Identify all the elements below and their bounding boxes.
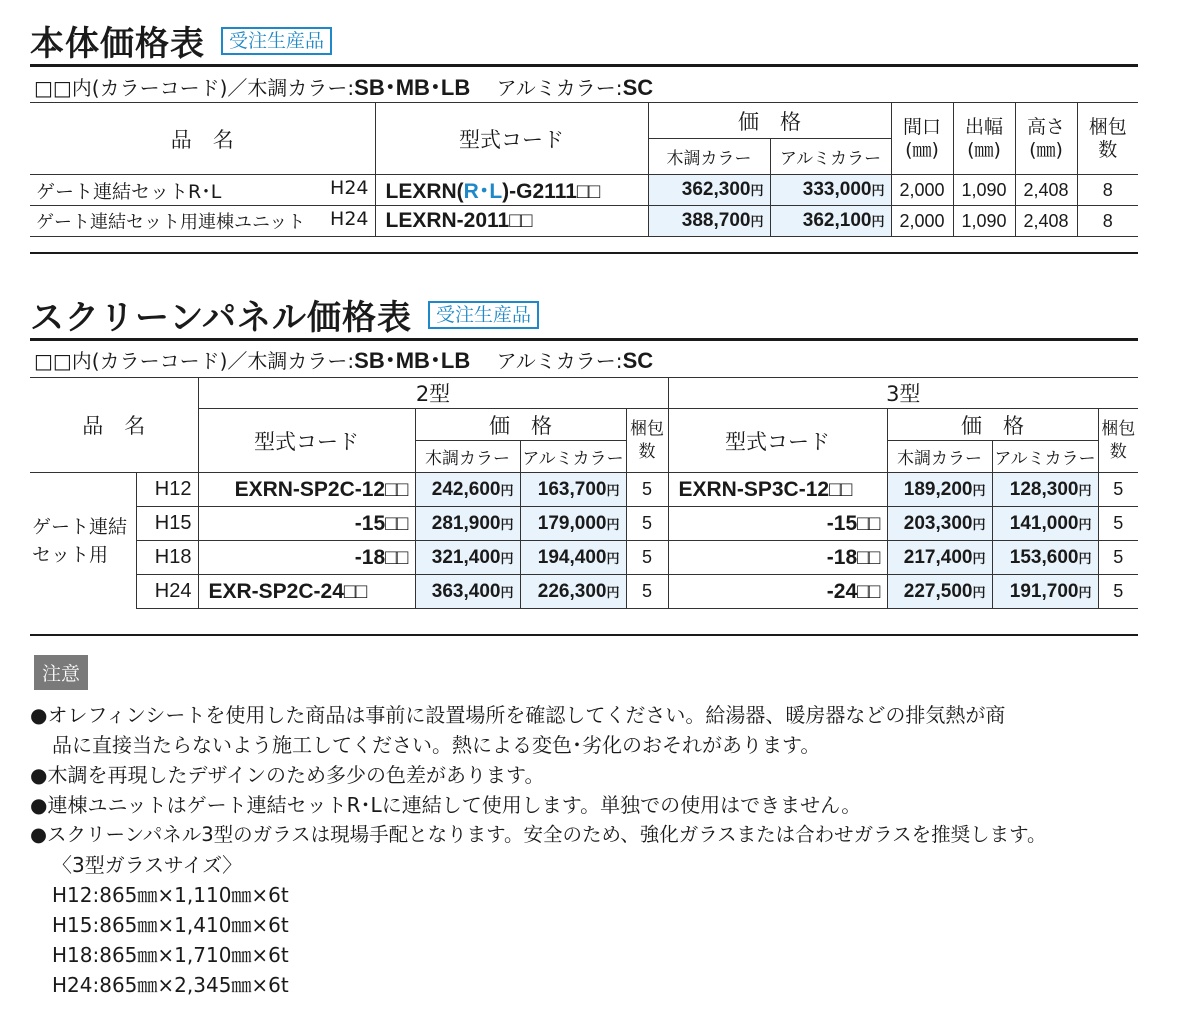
header-height-unit: (㎜)	[1029, 138, 1063, 161]
table-row	[30, 575, 1138, 609]
price-value: 191,700	[1009, 580, 1079, 602]
table-row	[30, 507, 1138, 541]
group-name-line1: ゲート連結	[32, 515, 128, 538]
yen-mark: 円	[500, 516, 514, 532]
note-2: ●木調を再現したデザインのため多少の色差があります。	[30, 763, 545, 787]
product-code	[375, 206, 648, 237]
yen-mark: 円	[1078, 584, 1092, 600]
header-alu: アルミカラー	[770, 139, 891, 175]
price-wood2	[415, 507, 520, 541]
header-depth	[953, 103, 1015, 175]
price-alu3	[992, 541, 1098, 575]
header-type3: 3型	[668, 378, 1138, 409]
code-part: LEXRN(	[385, 180, 464, 203]
header-alu3: アルミカラー	[992, 441, 1098, 473]
pack3-value: 5	[1098, 541, 1138, 575]
alu-color-label: アルミカラー:	[496, 76, 623, 100]
glass-size-h18: H18:865㎜×1,710㎜×6t	[52, 943, 289, 967]
section1-bottom-rule	[30, 252, 1138, 254]
header-wood: 木調カラー	[648, 139, 770, 175]
header-type2: 2型	[198, 378, 668, 409]
price-value: 362,100	[802, 210, 872, 231]
yen-mark: 円	[972, 482, 986, 498]
header-wood2: 木調カラー	[415, 441, 520, 473]
price-alu2	[520, 507, 626, 541]
pack-value: 8	[1077, 175, 1138, 206]
row-height: H12	[136, 473, 198, 507]
price-alu2	[520, 473, 626, 507]
price-alu3	[992, 575, 1098, 609]
pack2-value: 5	[626, 507, 668, 541]
price-wood2	[415, 575, 520, 609]
row-height: H15	[136, 507, 198, 541]
header-height-label: 高さ	[1026, 115, 1065, 138]
header-code: 型式コード	[375, 103, 648, 175]
section1-rule	[30, 64, 1138, 67]
price-value: 189,200	[903, 478, 973, 500]
price-alu2	[520, 575, 626, 609]
glass-size-h12: H12:865㎜×1,110㎜×6t	[52, 883, 289, 907]
product-name-text: ゲート連結セット用連棟ユニット	[36, 212, 306, 233]
group-name	[30, 473, 136, 609]
row-height: H18	[136, 541, 198, 575]
product-code	[375, 175, 648, 206]
color-code-prefix: □□内(カラーコード)／木調カラー:	[34, 76, 355, 100]
glass-size-h15: H15:865㎜×1,410㎜×6t	[52, 913, 289, 937]
color-boxes: □□	[829, 477, 851, 501]
price-wood3	[887, 507, 992, 541]
code-part: -18	[826, 545, 858, 569]
header-depth-unit: (㎜)	[967, 138, 1001, 161]
code2	[198, 575, 415, 609]
height-value: 2,408	[1015, 206, 1077, 237]
yen-mark: 円	[606, 584, 620, 600]
yen-mark: 円	[1078, 516, 1092, 532]
price-value: 321,400	[431, 546, 501, 568]
header-pack-label: 梱包	[630, 418, 664, 439]
header-code3: 型式コード	[668, 409, 887, 473]
header-width-unit: (㎜)	[905, 138, 939, 161]
group-name-line2: セット用	[32, 543, 109, 566]
header-code2: 型式コード	[198, 409, 415, 473]
section2-color-codes	[34, 344, 653, 375]
code-part: LEXRN-2011	[385, 209, 510, 232]
header-pack-label: 梱包	[1101, 418, 1136, 439]
price-wood2	[415, 541, 520, 575]
price-value: 388,700	[681, 210, 751, 231]
depth-value: 1,090	[953, 206, 1015, 237]
header-pack	[1077, 103, 1138, 175]
price-value: 281,900	[431, 512, 501, 534]
screen-panel-price-table	[30, 377, 1138, 609]
yen-mark: 円	[500, 550, 514, 566]
notes-block	[30, 700, 1150, 1000]
code-rl: R･L	[463, 180, 503, 203]
header-wood3: 木調カラー	[887, 441, 992, 473]
color-boxes: □□	[343, 579, 366, 603]
code3	[668, 541, 887, 575]
price-value: 141,000	[1009, 512, 1079, 534]
height-value: 2,408	[1015, 175, 1077, 206]
price-value: 362,300	[681, 179, 751, 200]
width-value: 2,000	[891, 206, 953, 237]
price-value: 128,300	[1009, 478, 1079, 500]
price-alu	[770, 175, 891, 206]
color-boxes: □□	[857, 579, 879, 603]
price-value: 363,400	[431, 580, 501, 602]
product-height: H24	[330, 208, 369, 230]
header-pack-label2: 数	[1109, 441, 1127, 462]
yen-mark: 円	[500, 584, 514, 600]
code3	[668, 575, 887, 609]
row-height: H24	[136, 575, 198, 609]
price-wood	[648, 175, 770, 206]
yen-mark: 円	[750, 183, 764, 198]
color-boxes: □□	[385, 511, 407, 535]
price-alu	[770, 206, 891, 237]
yen-mark: 円	[1078, 550, 1092, 566]
price-wood	[648, 206, 770, 237]
header-name: 品 名	[30, 378, 198, 473]
price-value: 179,000	[537, 512, 607, 534]
product-name-text: ゲート連結セットR･L	[36, 180, 222, 203]
color-boxes: □□	[509, 209, 531, 232]
notes-label: 注意	[34, 655, 88, 690]
color-boxes: □□	[857, 545, 879, 569]
color-code-prefix: □□内(カラーコード)／木調カラー:	[34, 349, 355, 373]
code-part: -18	[354, 545, 386, 569]
code3	[668, 473, 887, 507]
header-pack3	[1098, 409, 1138, 473]
code2	[198, 473, 415, 507]
table-row	[30, 206, 1138, 237]
section1-badge: 受注生産品	[221, 27, 332, 55]
price-value: 153,600	[1009, 546, 1079, 568]
price-value: 333,000	[802, 179, 872, 200]
price-value: 217,400	[903, 546, 973, 568]
note-1b: 品に直接当たらないよう施工してください。熱による変色･劣化のおそれがあります。	[52, 733, 821, 757]
yen-mark: 円	[606, 482, 620, 498]
code-part: -15	[826, 511, 858, 535]
section2-rule	[30, 338, 1138, 341]
header-price2: 価 格	[415, 409, 626, 441]
color-boxes: □□	[385, 477, 407, 501]
code-part: EXR-SP2C-24	[208, 579, 344, 603]
wood-color-codes: SB･MB･LB	[354, 75, 471, 100]
yen-mark: 円	[750, 214, 764, 229]
header-name: 品 名	[30, 103, 375, 175]
note-1a: ●オレフィンシートを使用した商品は事前に設置場所を確認してください。給湯器、暖房器などの排気熱が商	[30, 703, 1006, 727]
pack3-value: 5	[1098, 507, 1138, 541]
price-value: 226,300	[537, 580, 607, 602]
header-pack2	[626, 409, 668, 473]
section1-color-codes	[34, 71, 653, 102]
table-row	[30, 175, 1138, 206]
glass-size-title: 〈3型ガラスサイズ〉	[52, 853, 243, 877]
header-height	[1015, 103, 1077, 175]
yen-mark: 円	[606, 516, 620, 532]
price-wood2	[415, 473, 520, 507]
color-boxes: □□	[857, 511, 879, 535]
yen-mark: 円	[871, 214, 885, 229]
code-part: EXRN-SP2C-12	[234, 477, 386, 501]
price-wood3	[887, 575, 992, 609]
alu-color-code: SC	[622, 348, 654, 373]
price-alu3	[992, 507, 1098, 541]
glass-size-h24: H24:865㎜×2,345㎜×6t	[52, 973, 289, 997]
pack3-value: 5	[1098, 473, 1138, 507]
width-value: 2,000	[891, 175, 953, 206]
header-alu2: アルミカラー	[520, 441, 626, 473]
yen-mark: 円	[871, 183, 885, 198]
price-value: 194,400	[537, 546, 607, 568]
price-value: 203,300	[903, 512, 973, 534]
yen-mark: 円	[606, 550, 620, 566]
code3	[668, 507, 887, 541]
header-pack-label: 梱包	[1088, 115, 1127, 138]
yen-mark: 円	[972, 584, 986, 600]
code-part: -24	[826, 579, 858, 603]
price-alu2	[520, 541, 626, 575]
yen-mark: 円	[1078, 482, 1092, 498]
alu-color-label: アルミカラー:	[496, 349, 623, 373]
price-value: 227,500	[903, 580, 973, 602]
table-row	[30, 473, 1138, 507]
header-depth-label: 出幅	[964, 115, 1003, 138]
section2-badge: 受注生産品	[428, 301, 539, 329]
pack2-value: 5	[626, 473, 668, 507]
pack2-value: 5	[626, 575, 668, 609]
product-name	[30, 206, 375, 237]
main-price-table	[30, 102, 1138, 237]
section2-bottom-rule	[30, 634, 1138, 636]
price-value: 242,600	[431, 478, 501, 500]
section2-title: スクリーンパネル価格表	[30, 298, 412, 338]
price-alu3	[992, 473, 1098, 507]
header-pack-label2: 数	[638, 441, 656, 462]
price-value: 163,700	[537, 478, 607, 500]
section1-header	[30, 16, 332, 65]
code-part: )-G2111	[502, 180, 577, 203]
section1-title: 本体価格表	[30, 24, 205, 64]
price-wood3	[887, 541, 992, 575]
code-part: -15	[354, 511, 386, 535]
header-price3: 価 格	[887, 409, 1098, 441]
yen-mark: 円	[972, 516, 986, 532]
product-height: H24	[330, 176, 369, 199]
header-price: 価 格	[648, 103, 891, 139]
price-wood3	[887, 473, 992, 507]
code2	[198, 507, 415, 541]
depth-value: 1,090	[953, 175, 1015, 206]
pack3-value: 5	[1098, 575, 1138, 609]
note-3: ●連棟ユニットはゲート連結セットR･Lに連結して使用します。単独での使用はできません。	[30, 793, 862, 817]
product-name	[30, 175, 375, 206]
pack-value: 8	[1077, 206, 1138, 237]
pack2-value: 5	[626, 541, 668, 575]
alu-color-code: SC	[622, 75, 654, 100]
header-width-label: 間口	[902, 115, 941, 138]
header-pack-label2: 数	[1098, 138, 1118, 161]
color-boxes: □□	[576, 180, 599, 203]
yen-mark: 円	[972, 550, 986, 566]
section2-header	[30, 290, 539, 339]
code2	[198, 541, 415, 575]
color-boxes: □□	[385, 545, 407, 569]
yen-mark: 円	[500, 482, 514, 498]
table-row	[30, 541, 1138, 575]
wood-color-codes: SB･MB･LB	[354, 348, 471, 373]
header-width	[891, 103, 953, 175]
code-part: EXRN-SP3C-12	[678, 477, 830, 501]
note-4: ●スクリーンパネル3型のガラスは現場手配となります。安全のため、強化ガラスまたは合わせガラスを推奨します。	[30, 823, 1047, 846]
